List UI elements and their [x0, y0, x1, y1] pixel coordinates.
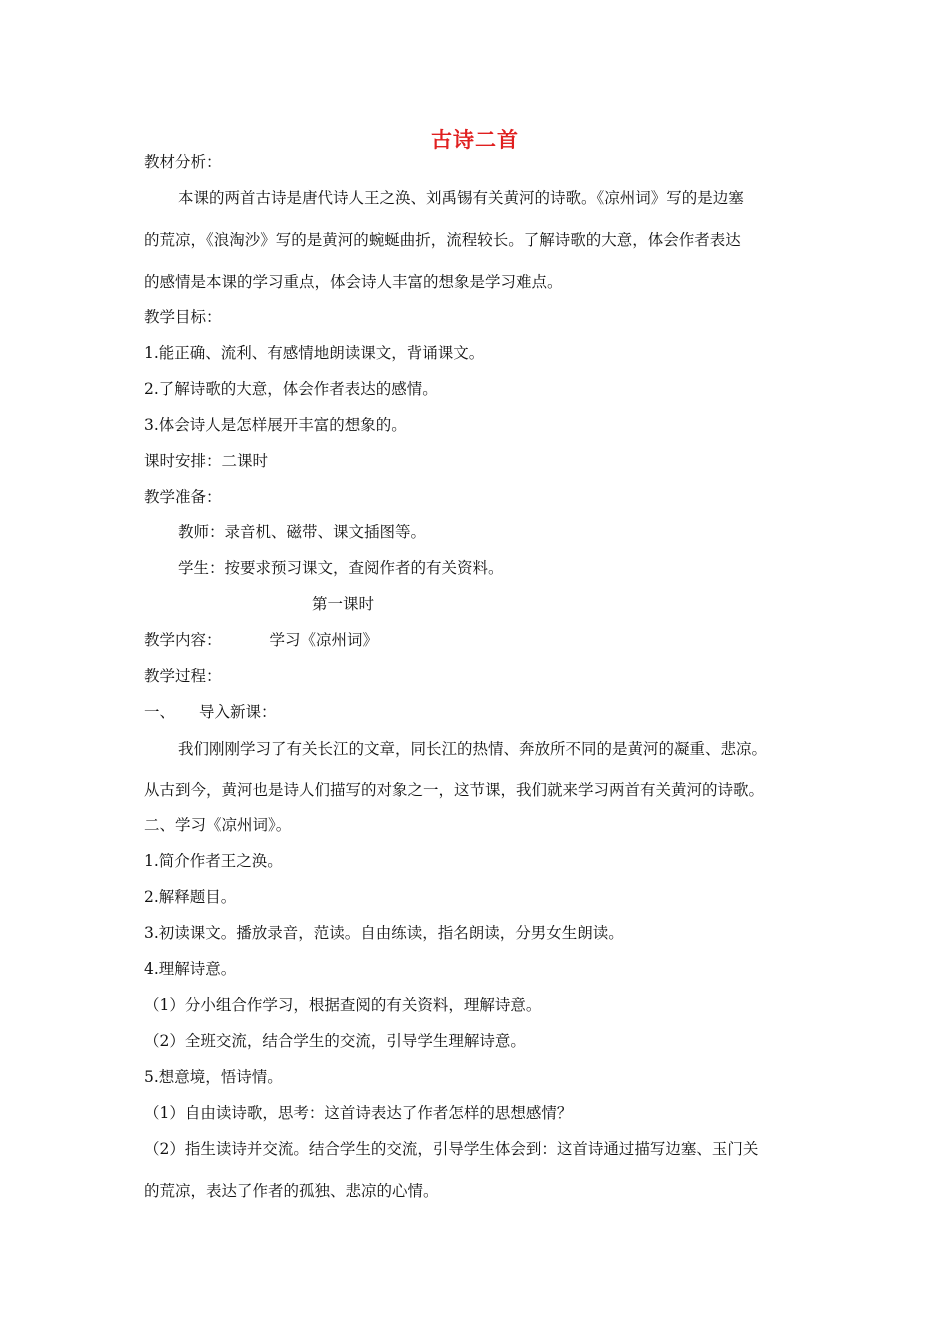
paragraph-line: 的荒凉，《浪淘沙》写的是黄河的蜿蜒曲折，流程较长。了解诗歌的大意，体会作者表达: [144, 231, 741, 249]
sub-step-item: （2）全班交流，结合学生的交流，引导学生理解诗意。: [144, 1032, 526, 1050]
paragraph-line: 本课的两首古诗是唐代诗人王之涣、刘禹锡有关黄河的诗歌。《凉州词》写的是边塞: [178, 189, 744, 207]
teaching-content-value: 学习《凉州词》: [269, 631, 379, 649]
goal-item: 1.能正确、流利、有感情地朗读课文，背诵课文。: [144, 344, 485, 362]
step-item: 4.理解诗意。: [144, 960, 237, 978]
heading-preparation: 教学准备：: [144, 488, 222, 506]
heading-teaching-goals: 教学目标：: [144, 308, 222, 326]
paragraph-line: 我们刚刚学习了有关长江的文章，同长江的热情、奔放所不同的是黄河的凝重、悲凉。: [178, 740, 768, 758]
section-one-row: [144, 702, 277, 722]
document-title: 古诗二首: [431, 127, 519, 152]
heading-material-analysis: 教材分析：: [144, 153, 222, 171]
schedule-line: 课时安排：二课时: [144, 452, 269, 470]
preparation-teacher: 教师：录音机、磁带、课文插图等。: [178, 523, 427, 541]
paragraph-line: 从古到今，黄河也是诗人们描写的对象之一，这节课，我们就来学习两首有关黄河的诗歌。: [144, 781, 765, 799]
step-item: 5.想意境，悟诗情。: [144, 1068, 283, 1086]
step-item: 3.初读课文。播放录音，范读。自由练读，指名朗读，分男女生朗读。: [144, 924, 624, 942]
section-one-number: 一、: [144, 703, 176, 721]
sub-step-item: （1）分小组合作学习，根据查阅的有关资料，理解诗意。: [144, 996, 542, 1014]
step-item: 2.解释题目。: [144, 888, 237, 906]
teaching-content-row: [144, 630, 378, 650]
step-item: 1.简介作者王之涣。: [144, 852, 283, 870]
section-one-title: 导入新课：: [199, 703, 277, 721]
goal-item: 2.了解诗歌的大意，体会作者表达的感情。: [144, 380, 438, 398]
preparation-student: 学生：按要求预习课文，查阅作者的有关资料。: [178, 559, 504, 577]
sub-step-item: （2）指生读诗并交流。结合学生的交流，引导学生体会到：这首诗通过描写边塞、玉门关: [144, 1140, 759, 1158]
heading-teaching-process: 教学过程：: [144, 667, 222, 685]
teaching-content-label: 教学内容：: [144, 631, 222, 649]
paragraph-line: 的感情是本课的学习重点，体会诗人丰富的想象是学习难点。: [144, 273, 563, 291]
goal-item: 3.体会诗人是怎样展开丰富的想象的。: [144, 416, 407, 434]
paragraph-line: 的荒凉，表达了作者的孤独、悲凉的心情。: [144, 1182, 439, 1200]
sub-step-item: （1）自由读诗歌，思考：这首诗表达了作者怎样的思想感情？: [144, 1104, 573, 1122]
lesson-heading: 第一课时: [312, 595, 375, 613]
section-two-title: 二、学习《凉州词》。: [144, 816, 292, 834]
